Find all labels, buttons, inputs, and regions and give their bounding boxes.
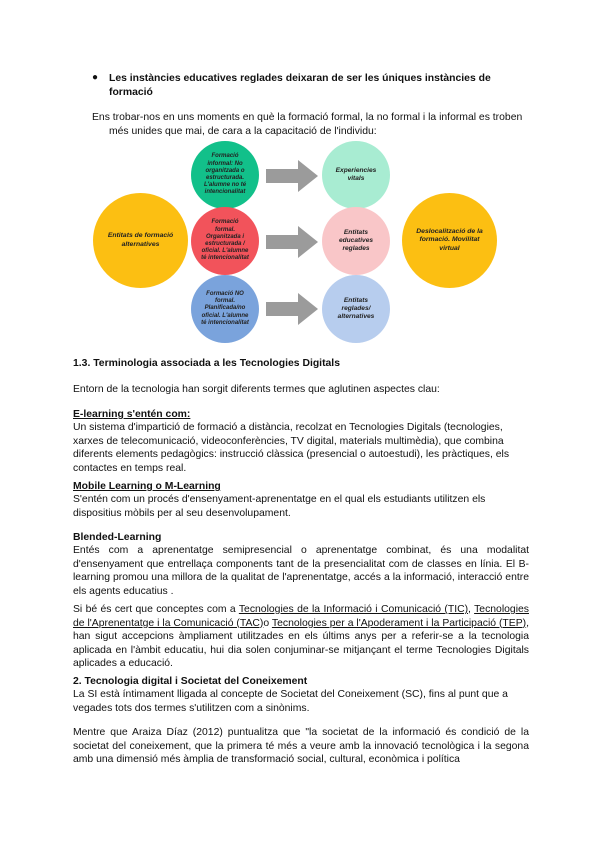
diagram-source-circle-formal: Formació formal. Organitzada i estructurada / oficial. L'alumne té intencionalitat	[191, 207, 259, 275]
section-2-paragraph-2: Mentre que Araiza Díaz (2012) puntualitza que "la societat de la informació és condició de la societat del coneixement, que la primera té més a veure amb la innovació tecnològica i la segona amb una dimensió més àmplia de transformació social, cultural, econòmica i política	[73, 727, 529, 766]
diagram-arrow-3	[266, 293, 318, 325]
blended-title: Blended-Learning	[73, 532, 162, 543]
section-1-3-intro: Entorn de la tecnologia han sorgit diferents termes que aglutinen aspectes clau:	[73, 384, 440, 395]
diagram-arrow-2	[266, 226, 318, 258]
section-1-3-heading: 1.3. Terminologia associada a les Tecnologies Digitals	[73, 358, 340, 369]
diagram-source-circle-informal: Formació informal: No organitzada o estructurada. L'alumne no té intencionalitat	[191, 141, 259, 209]
diagram-target-circle-experiences: Experiencies vitals	[322, 141, 390, 209]
diagram	[0, 0, 600, 350]
bullet-text: Les instàncies educatives reglades deixaran de ser les úniques instàncies de formació	[109, 73, 491, 98]
tep-link[interactable]: Tecnologies per a l'Apoderament i la Participació (TEP)	[271, 617, 527, 629]
diagram-target-circle-regulated: Entitats educatives reglades	[322, 207, 390, 275]
tic-link[interactable]: Tecnologies de la Informació i Comunicació (TIC)	[238, 604, 469, 615]
terms-paragraph: Si bé és cert que conceptes com a Tecnologies de la Informació i Comunicació (TIC), Tecnologies de l'Aprenentatge i la Comunicació (TAC)o Tecnologies per a l'Apoderament i la Participació (TEP), han sigut accepcions àmpliament utilitzades en els últims anys per a referir-se a la tecnologia aplicada en l'àmbit educatiu, hui dia solen conjuminar-se mitjançant el terme Tecnologies Digitals aplicades a educació.	[73, 604, 529, 670]
diagram-left-circle: Entitats de formació alternatives	[93, 193, 188, 288]
diagram-right-circle: Deslocalització de la formació. Movilitat virtual	[402, 193, 497, 288]
bullet-marker: ●	[92, 72, 99, 83]
elearning-text: Un sistema d'impartició de formació a distància, recolzat en Tecnologies Digitals (tecnologies, xarxes de telecomunicació, videoconferències, TV digital, materials multimèdia), que combina diferents elements pedagògics: instrucció clàssica (presencial o autoestudi), les pràctiques, els contactes en temps real.	[73, 422, 510, 474]
mlearning-title: Mobile Learning o M-Learning	[73, 481, 221, 492]
elearning-title: E-learning s'entén com:	[73, 409, 191, 420]
diagram-arrow-1	[266, 160, 318, 192]
intro-paragraph: Ens trobar-nos en uns moments en què la formació formal, la no formal i la informal es troben més unides que mai, de cara a la capacitació de l'individu:	[92, 112, 523, 137]
blended-text: Entés com a aprenentatge semipresencial o aprenentatge combinat, és una modalitat d'ensenyament que entrellaça components tant de la presencialitat com de classes en línia. El B-learning promou una millora de la qualitat de l'aprenentatge, accés a la informació, interacció entre els agents educatius .	[73, 545, 529, 597]
diagram-source-circle-nonformal: Formació NO formal. Planificada/no oficial. L'alumne té intencionalitat	[191, 275, 259, 343]
tac-link[interactable]: Tecnologies de l'Aprenentatge i la Comunicació (TAC)	[73, 604, 529, 629]
section-2-heading: 2. Tecnologia digital i Societat del Coneixement	[73, 676, 308, 687]
diagram-target-circle-alternatives: Entitats reglades/ alternatives	[322, 275, 390, 343]
mlearning-text: S'entén com un procés d'ensenyament-aprenentatge en el qual els estudiants utilitzen els dispositius mòbils per al seu desenvolupament.	[73, 494, 486, 519]
section-2-paragraph-1: La SI està íntimament lligada al concepte de Societat del Coneixement (SC), fins al punt que a vegades tots dos termes s'utilitzen com a sinònims.	[73, 689, 508, 714]
